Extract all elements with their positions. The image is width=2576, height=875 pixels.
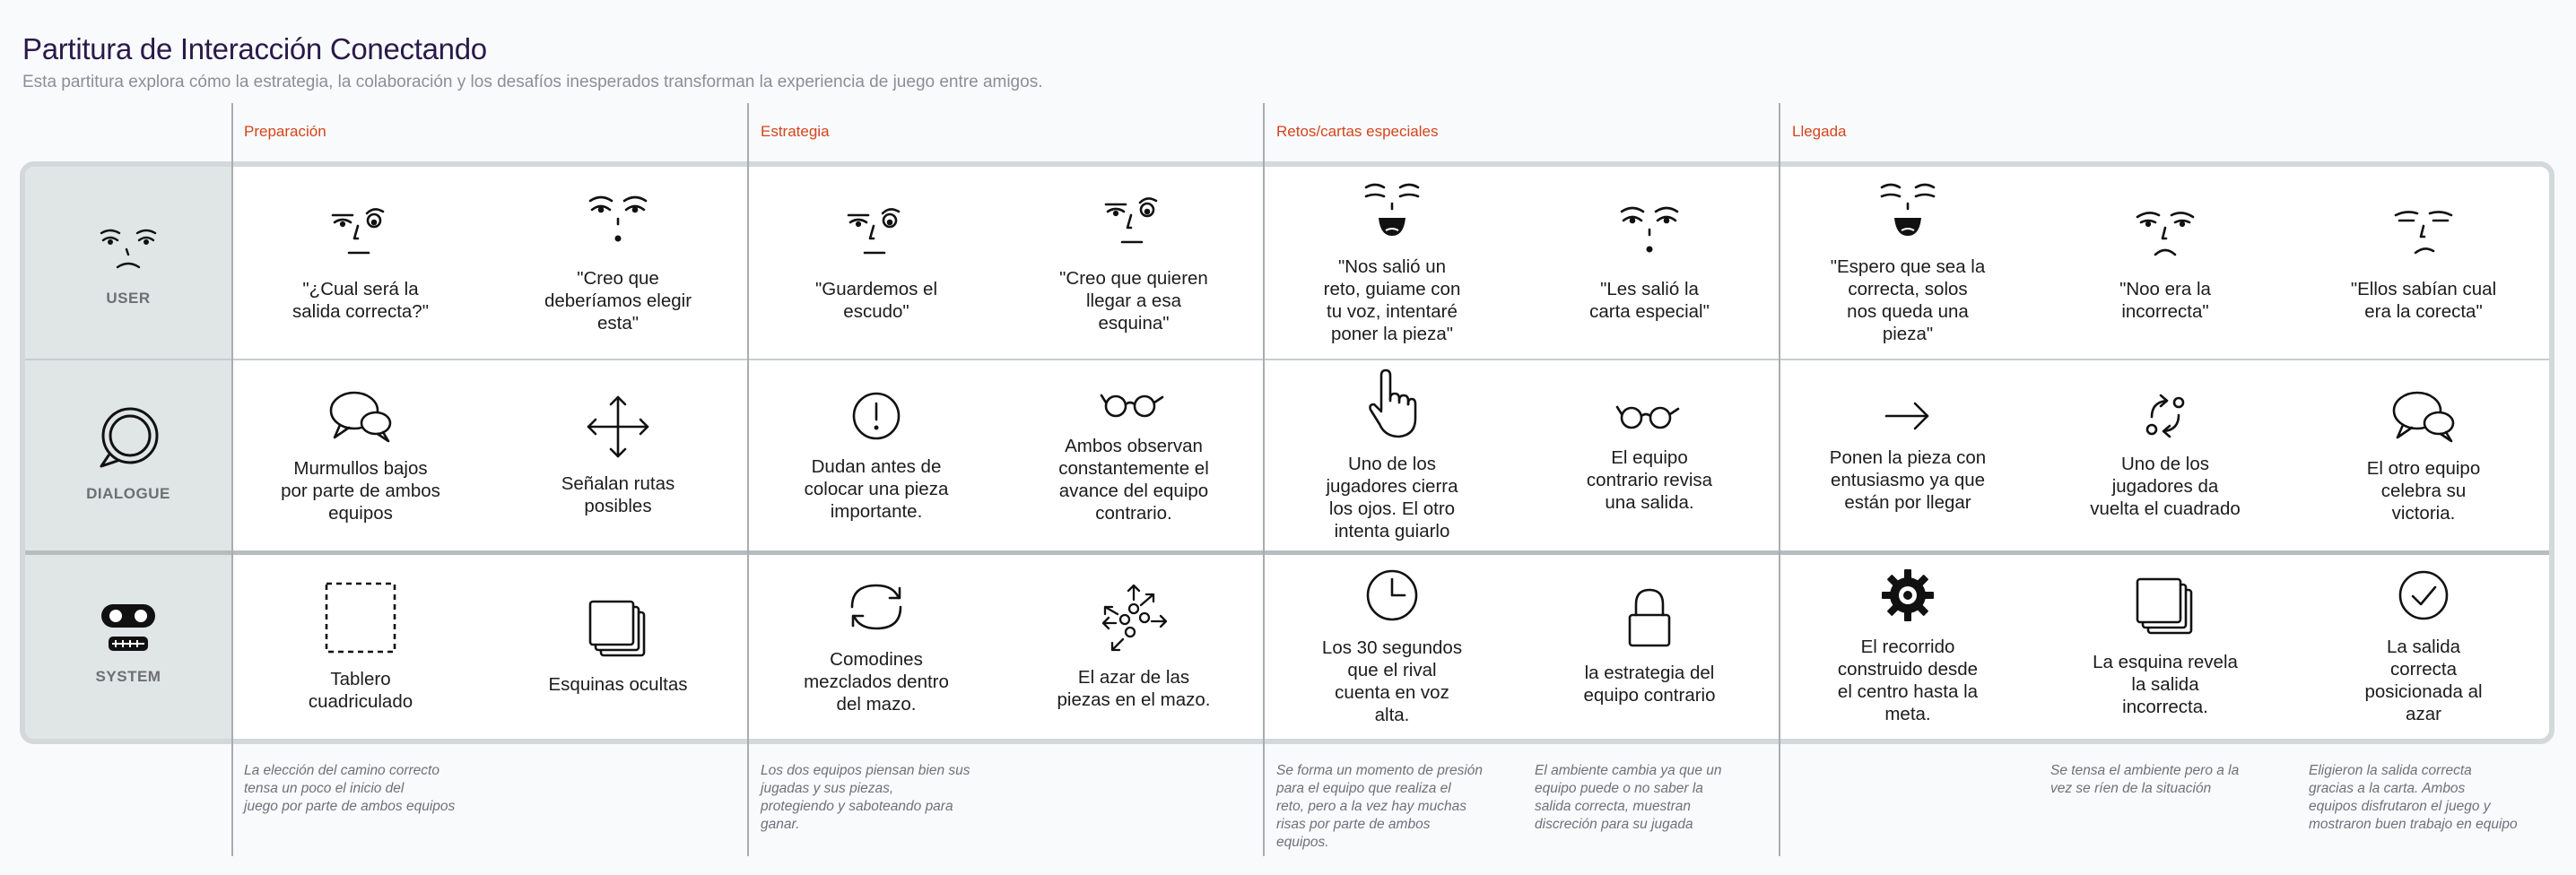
system-cell (2037, 558, 2293, 735)
system-cell (490, 558, 746, 735)
system-cell-text: Tablero cuadriculado (308, 669, 413, 712)
phase-header-llegada: Llegada (1792, 123, 1847, 140)
lane-user (25, 222, 231, 308)
clock-icon (1363, 567, 1421, 624)
phase-note: El ambiente cambia ya que un equipo puede o no saber la salida correcta, muestran discreción para su jugada (1535, 763, 1722, 832)
line-of-interaction (25, 550, 2549, 555)
user-cell (748, 172, 1005, 353)
scatter-icon (1098, 582, 1170, 654)
user-cell-text: "Nos salió un reto, guiame con tu voz, intentaré poner la pieza" (1323, 256, 1461, 344)
thinking-face-icon (1102, 192, 1165, 255)
lock-icon (1625, 586, 1674, 649)
system-cell-text: El recorrido construido desde el centro hasta la meta. (1837, 637, 1979, 724)
dialogue-cell (1005, 366, 1262, 545)
dialogue-cell (232, 366, 489, 545)
user-cell-text: "Espero que sea la correcta, solos nos queda una pieza" (1830, 256, 1986, 344)
laughing-face-icon (1876, 180, 1939, 243)
dialogue-cell (490, 366, 746, 545)
lane-user-label: USER (106, 290, 151, 307)
lane-dialogue (25, 402, 231, 503)
user-cell (1521, 172, 1778, 353)
user-cell-text: "Noo era la incorrecta" (2119, 279, 2211, 322)
system-cell (1521, 558, 1778, 735)
dialogue-cell (748, 366, 1005, 545)
rotate-icon (2143, 392, 2188, 440)
phase-note: La elección del camino correcto tensa un poco el inicio del juego por parte de ambos equipos (244, 763, 456, 814)
user-face-icon (92, 222, 164, 278)
surprised-face-icon (1618, 203, 1681, 265)
dialogue-cell-text: Uno de los jugadores cierra los ojos. El otro intenta guiarlo (1326, 454, 1458, 541)
pointing-hand-icon (1365, 368, 1419, 440)
page-title: Partitura de Interacción Conectando (22, 32, 487, 65)
user-cell (1005, 172, 1262, 353)
chat-bubbles-icon (327, 387, 394, 445)
stacked-cards-icon (587, 598, 649, 661)
phase-header-retos: Retos/cartas especiales (1276, 123, 1439, 140)
page-subtitle: Esta partitura explora cómo la estrategia, la colaboración y los desafíos inesperados transforman la experiencia de juego entre amigos. (22, 73, 1043, 91)
user-cell-text: "Ellos sabían cual era la corecta" (2350, 279, 2497, 322)
dialogue-cell (2295, 366, 2552, 545)
speech-bubble-icon (92, 402, 164, 473)
dialogue-cell-text: Ponen la pieza con entusiasmo ya que están por llegar (1829, 446, 1987, 513)
user-cell (490, 172, 746, 353)
system-cell (748, 558, 1005, 735)
user-cell-text: "Les salió la carta especial" (1589, 279, 1710, 322)
dialogue-cell (1264, 366, 1520, 545)
smirk-face-icon (2392, 203, 2455, 265)
glasses-icon (1098, 386, 1170, 422)
dialogue-cell (1521, 366, 1778, 545)
dialogue-cell-text: Uno de los jugadores da vuelta el cuadrado (2090, 453, 2241, 519)
lane-system (25, 601, 231, 686)
user-cell-text: "Guardemos el escudo" (814, 279, 938, 322)
dialogue-cell (2037, 366, 2293, 545)
chat-bubbles-icon (2390, 387, 2457, 445)
phase-header-preparacion: Preparación (244, 123, 326, 140)
surprised-face-icon (587, 192, 649, 255)
lane-dialogue-label: DIALOGUE (86, 485, 170, 502)
system-cell (1264, 558, 1520, 735)
phase-note: Se tensa el ambiente pero a la vez se ríen de la situación (2050, 763, 2240, 796)
system-cell-text: La esquina revela la salida incorrecta. (2093, 651, 2238, 717)
user-cell (1264, 172, 1520, 353)
dialogue-cell-text: Señalan rutas posibles (561, 473, 675, 516)
user-cell (1780, 172, 2036, 353)
gear-icon (1880, 567, 1936, 623)
phase-header-estrategia: Estrategia (761, 123, 830, 140)
dialogue-cell (1780, 366, 2036, 545)
system-cell-text: Esquinas ocultas (548, 673, 688, 695)
dialogue-cell-text: El equipo contrario revisa una salida. (1586, 446, 1713, 513)
lane-system-label: SYSTEM (95, 668, 161, 685)
system-cell (2295, 558, 2552, 735)
dialogue-cell-text: Ambos observan constantemente el avance del equipo contrario. (1058, 436, 1209, 524)
phase-note: Se forma un momento de presión para el equipo que realiza el reto, pero a la vez hay muchas risas por parte de ambos equipos. (1276, 763, 1484, 850)
phase-note: Eligieron la salida correcta gracias a la carta. Ambos equipos disfrutaron el juego y mostraron buen trabajo en equipo (2309, 763, 2518, 832)
system-cell-text: El azar de las piezas en el mazo. (1057, 667, 1211, 710)
arrow-right-icon (1881, 398, 1935, 434)
refresh-icon (843, 578, 909, 636)
glasses-icon (1614, 398, 1685, 434)
move-arrows-icon (585, 394, 651, 460)
dialogue-cell-text: Dudan antes de colocar una pieza importante. (804, 455, 949, 522)
laughing-face-icon (1361, 180, 1423, 243)
user-cell (232, 172, 489, 353)
system-cell-text: Comodines mezclados dentro del mazo. (804, 648, 949, 715)
sad-face-icon (2134, 203, 2197, 265)
check-circle-icon (2396, 567, 2451, 623)
system-cell (1005, 558, 1262, 735)
user-cell-text: "¿Cual será la salida correcta?" (292, 279, 429, 322)
phase-note: Los dos equipos piensan bien sus jugadas y sus piezas, protegiendo y saboteando para ganar. (761, 763, 970, 832)
system-cell (1780, 558, 2036, 735)
alert-circle-icon (849, 389, 903, 443)
system-cell-text: La salida correcta posicionada al azar (2364, 637, 2483, 724)
user-cell (2295, 172, 2552, 353)
robot-icon (100, 601, 157, 656)
system-cell (232, 558, 489, 735)
user-cell-text: "Creo que deberíamos elegir esta" (544, 267, 692, 334)
stacked-cards-icon (2134, 576, 2197, 638)
user-cell (2037, 172, 2293, 353)
thinking-face-icon (329, 203, 392, 265)
dialogue-cell-text: Murmullos bajos por parte de ambos equipos (281, 457, 440, 524)
dashed-square-icon (323, 580, 398, 655)
thinking-face-icon (845, 203, 908, 265)
dialogue-cell-text: El otro equipo celebra su victoria. (2366, 457, 2481, 524)
system-cell-text: Los 30 segundos que el rival cuenta en voz alta. (1321, 637, 1463, 725)
row-divider (25, 359, 2549, 360)
system-cell-text: la estrategia del equipo contrario (1583, 663, 1716, 706)
user-cell-text: "Creo que quieren llegar a esa esquina" (1059, 267, 1208, 334)
